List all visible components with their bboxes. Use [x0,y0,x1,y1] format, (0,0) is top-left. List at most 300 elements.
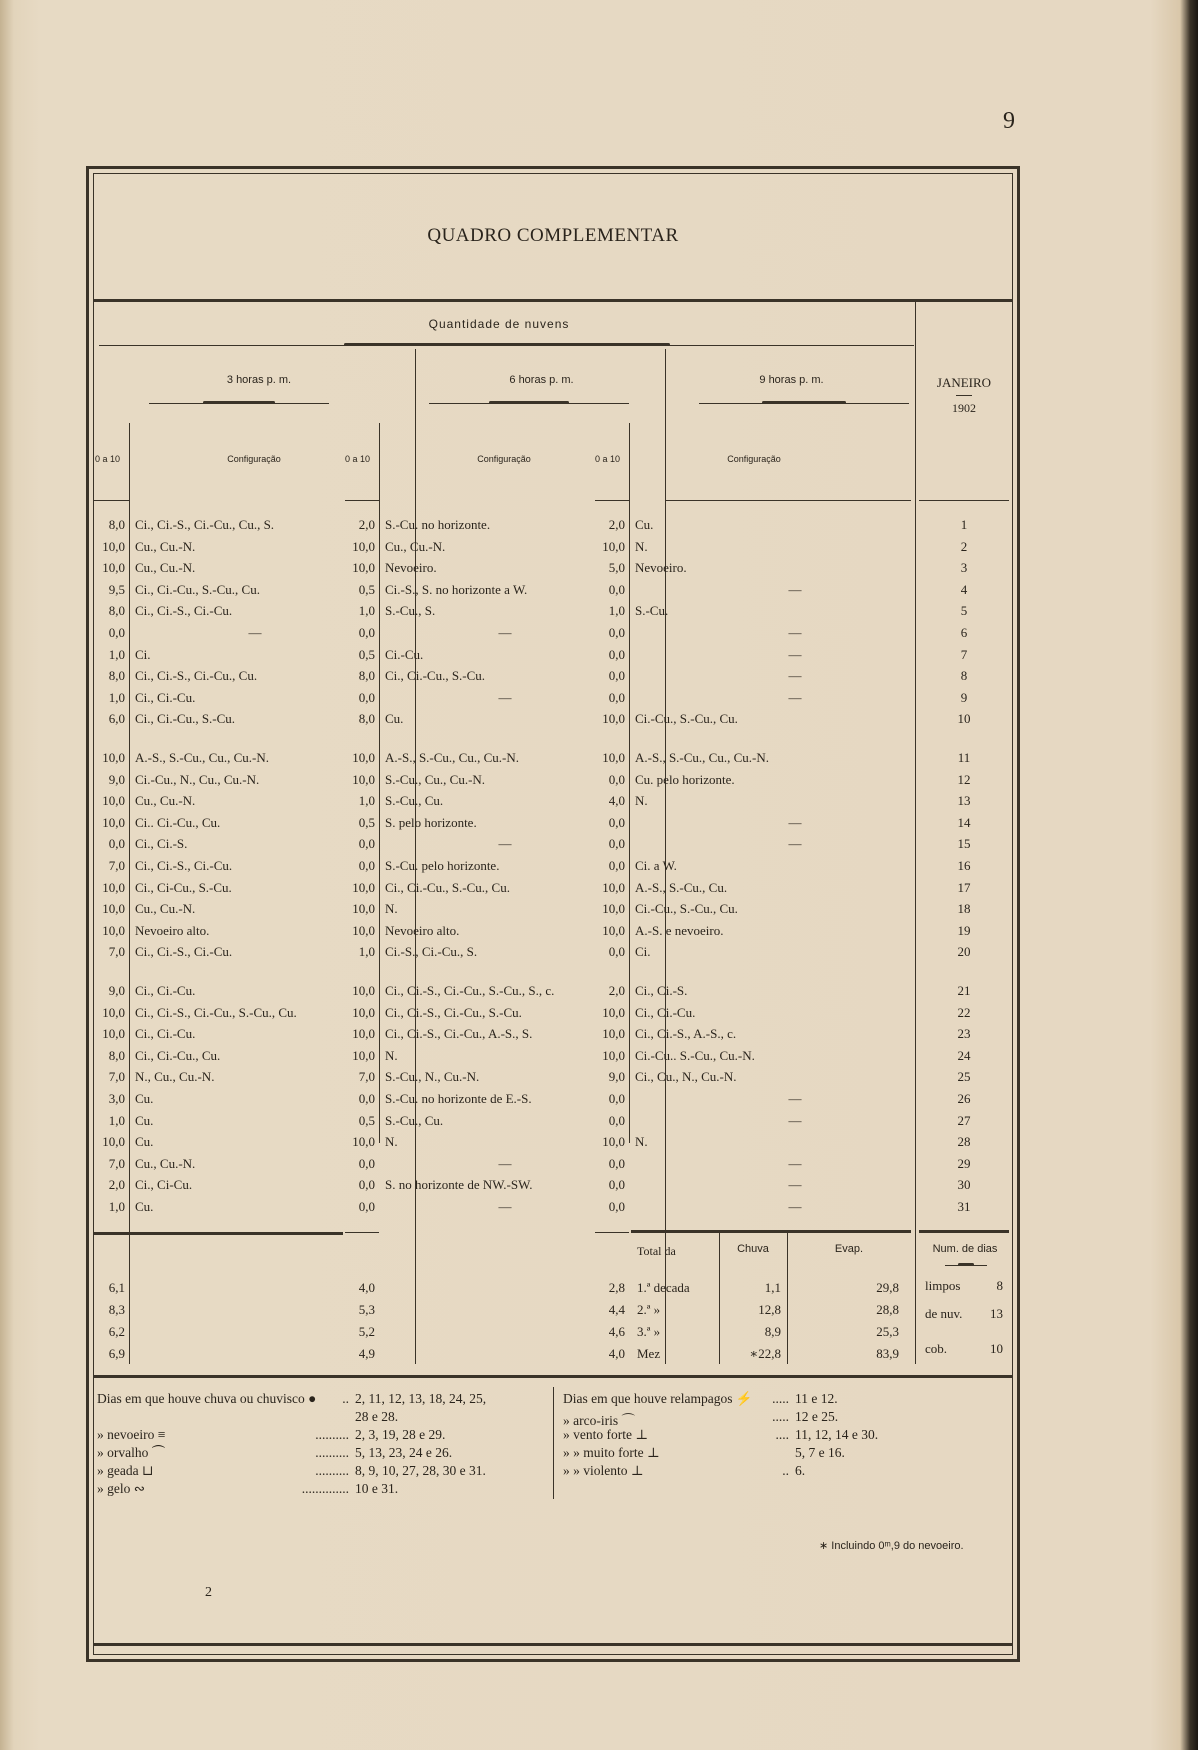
row-27-c1: Cu. [135,1112,154,1128]
summary-1-a3: 2,8 [608,1280,625,1295]
header-rule-1 [93,500,129,501]
row-11-c3: A.-S., S.-Cu., Cu., Cu.-N. [635,750,769,765]
summary-numdias-header: Num. de dias [932,1243,998,1255]
row-15-c2: — [498,836,512,852]
legend-left-label-5: » geada ⊔ [97,1463,154,1478]
col-divider-6h [665,349,666,1364]
row-6-a2: 0,0 [358,625,375,640]
row-27-d: 27 [957,1112,971,1128]
legend-left-days-1: 2, 11, 12, 13, 18, 24, 25, [355,1391,487,1406]
row-2-d: 2 [960,538,968,554]
deco-9h [699,401,909,405]
summary-rule-3 [595,1232,629,1233]
row-16-c3: Ci. a W. [635,858,677,873]
row-22-d: 22 [957,1004,971,1020]
legend-right-dots-5: .. [782,1463,789,1478]
row-5-c2: S.-Cu., S. [385,603,436,619]
summary-3-evap: 25,3 [876,1324,899,1339]
row-23-a1: 10,0 [102,1026,125,1042]
legend-left-days-2: 28 e 28. [355,1409,399,1424]
legend-left-label-6: » gelo ∾ [97,1481,146,1496]
legend-left-label-4: » orvalho ⏜ [97,1445,165,1460]
row-20-a1: 7,0 [108,944,125,960]
row-11-a3: 10,0 [602,750,625,765]
legend-right-label-3: » vento forte ⊥ [563,1427,649,1442]
page-title: QUADRO COMPLEMENTAR [427,225,679,246]
col-amount-2: 0 a 10 [345,454,371,464]
row-12-c1: Ci.-Cu., N., Cu., Cu.-N. [135,771,260,787]
row-14-c1: Ci.. Ci.-Cu., Cu. [135,814,221,830]
legend-left-dots-6: .............. [301,1481,349,1496]
row-26-c2: S.-Cu. no horizonte de E.-S. [385,1091,532,1106]
row-13-a3: 4,0 [608,793,625,809]
row-4-c3: — [788,581,802,597]
col-divider-a2 [379,423,380,1143]
row-11-c1: A.-S., S.-Cu., Cu., Cu.-N. [135,750,269,765]
numdias-nuv-label: de nuv. [925,1306,963,1321]
row-24-c2: N. [385,1047,398,1063]
summary-4-a2: 4,9 [358,1346,375,1361]
row-24-a1: 8,0 [108,1047,125,1063]
row-1-c1: Ci., Ci.-S., Ci.-Cu., Cu., S. [135,517,275,532]
row-16-d: 16 [957,858,971,873]
summary-chuva-header: Chuva [737,1243,769,1255]
row-1-c3: Cu. [635,517,654,532]
row-24-a3: 10,0 [602,1047,625,1063]
summary-4-a3: 4,0 [608,1346,625,1361]
row-24-c3: Ci.-Cu.. S.-Cu., Cu.-N. [635,1047,755,1063]
legend-right-days-2: 12 e 25. [795,1409,839,1424]
summary-rule-2 [345,1232,379,1233]
row-10-c3: Ci.-Cu., S.-Cu., Cu. [635,711,738,727]
legend-right-label-2: » arco-iris ⌒ [563,1413,635,1428]
row-19-c2: Nevoeiro alto. [385,922,460,938]
row-1-a1: 8,0 [108,517,125,532]
summary-4-evap: 83,9 [876,1346,899,1361]
row-15-c3: — [788,836,802,852]
row-12-a1: 9,0 [108,771,125,787]
signature-number: 2 [205,1585,212,1600]
row-7-a1: 1,0 [108,646,125,662]
numdias-cob-value: 10 [990,1341,1003,1356]
row-22-c3: Ci., Ci.-Cu. [635,1004,696,1020]
legend-divider [553,1387,554,1499]
row-12-c2: S.-Cu., Cu., Cu.-N. [385,771,486,787]
row-17-a2: 10,0 [352,879,375,895]
row-28-a1: 10,0 [102,1134,125,1150]
row-2-a1: 10,0 [102,538,125,554]
row-24-c1: Ci., Ci.-Cu., Cu. [135,1047,221,1063]
legend-left-dots-4: .......... [315,1445,349,1460]
row-14-a2: 0,5 [358,814,375,830]
row-23-a2: 10,0 [352,1026,375,1042]
row-8-d: 8 [960,668,968,684]
row-7-d: 7 [960,646,968,662]
header-9h: 9 horas p. m. [759,374,824,386]
legend-left-dots-5: .......... [315,1463,349,1478]
row-3-a1: 10,0 [102,560,125,576]
row-4-c1: Ci., Ci.-Cu., S.-Cu., Cu. [135,581,260,597]
row-4-a2: 0,5 [358,581,375,597]
row-31-a3: 0,0 [608,1199,625,1214]
row-9-c1: Ci., Ci.-Cu. [135,689,196,705]
summary-2-evap: 28,8 [876,1302,899,1317]
row-12-d: 12 [957,771,971,787]
row-5-a3: 1,0 [608,603,625,619]
row-30-c3: — [788,1177,802,1193]
row-6-c3: — [788,625,802,640]
row-26-c3: — [788,1091,802,1106]
col-config-2: Configuração [477,454,531,464]
row-11-a2: 10,0 [352,750,375,765]
summary-1-a2: 4,0 [358,1280,375,1295]
row-29-d: 29 [957,1155,971,1171]
row-10-d: 10 [957,711,971,727]
row-23-a3: 10,0 [602,1026,625,1042]
row-13-a2: 1,0 [358,793,375,809]
row-18-c3: Ci.-Cu., S.-Cu., Cu. [635,901,738,917]
row-29-c3: — [788,1155,802,1171]
row-5-d: 5 [960,603,968,619]
row-16-a3: 0,0 [608,858,625,873]
row-18-c2: N. [385,901,398,917]
col-config-1: Configuração [227,454,281,464]
row-30-a3: 0,0 [608,1177,625,1193]
numdias-cob-label: cob. [925,1341,948,1356]
summary-1-evap: 29,8 [876,1280,899,1295]
row-4-a1: 9,5 [108,581,125,597]
row-29-a2: 0,0 [358,1155,375,1171]
row-31-a1: 1,0 [108,1199,125,1214]
row-13-d: 13 [957,793,971,809]
row-2-a3: 10,0 [602,538,625,554]
summary-4-chuva: ∗22,8 [749,1346,781,1361]
row-6-a3: 0,0 [608,625,625,640]
row-28-a2: 10,0 [352,1134,375,1150]
row-28-c2: N. [385,1134,398,1150]
row-9-a3: 0,0 [608,689,625,705]
row-23-d: 23 [957,1026,971,1042]
row-16-a2: 0,0 [358,858,375,873]
row-21-a1: 9,0 [108,983,125,998]
month-column-divider [915,299,916,1364]
numdias-limpos-label: limpos [925,1278,961,1293]
legend-right-days-5: 6. [795,1463,806,1478]
summary-2-a1: 8,3 [108,1302,125,1317]
row-22-c1: Ci., Ci.-S., Ci.-Cu., S.-Cu., Cu. [135,1004,297,1020]
header-rule-5 [919,500,1009,501]
row-15-a2: 0,0 [358,836,375,852]
row-25-d: 25 [957,1069,971,1085]
row-8-c2: Ci., Ci.-Cu., S.-Cu. [385,668,486,684]
row-22-c2: Ci., Ci.-S., Ci.-Cu., S.-Cu. [385,1004,522,1020]
row-16-c2: S.-Cu. pelo horizonte. [385,858,500,873]
row-24-a2: 10,0 [352,1047,375,1063]
row-8-c3: — [788,668,802,684]
row-7-a2: 0,5 [358,646,375,662]
row-29-c2: — [498,1155,512,1171]
row-31-c1: Cu. [135,1199,154,1214]
row-27-a3: 0,0 [608,1112,625,1128]
row-13-c3: N. [635,793,648,809]
row-29-c1: Cu., Cu.-N. [135,1155,196,1171]
row-4-c2: Ci.-S., S. no horizonte a W. [385,581,528,597]
row-27-a2: 0,5 [358,1112,375,1128]
row-2-a2: 10,0 [352,538,375,554]
col-config-3: Configuração [727,454,781,464]
row-29-a3: 0,0 [608,1155,625,1171]
row-8-a1: 8,0 [108,668,125,684]
row-17-a1: 10,0 [102,879,125,895]
row-15-d: 15 [957,836,971,852]
row-14-c3: — [788,814,802,830]
legend-left-label-3: » nevoeiro ≡ [97,1427,166,1442]
header-3h: 3 horas p. m. [226,374,292,386]
row-29-a1: 7,0 [108,1155,125,1171]
page-number: 9 [1003,108,1015,134]
row-19-a3: 10,0 [602,922,625,938]
row-1-c2: S.-Cu. no horizonte. [385,517,491,532]
row-22-a3: 10,0 [602,1004,625,1020]
row-26-a1: 3,0 [108,1091,125,1106]
row-14-a1: 10,0 [102,814,125,830]
summary-rule-5 [919,1230,1009,1233]
row-30-a2: 0,0 [358,1177,375,1193]
row-4-a3: 0,0 [608,581,625,597]
header-6h: 6 horas p. m. [509,374,574,386]
summary-4-a1: 6,9 [108,1346,125,1361]
row-25-a3: 9,0 [608,1069,625,1085]
row-19-c3: A.-S. e nevoeiro. [635,922,724,938]
title-divider [93,299,1013,302]
legend-right-label-1: Dias em que houve relampagos ⚡ [563,1391,753,1406]
row-17-c2: Ci., Ci.-Cu., S.-Cu., Cu. [385,879,510,895]
row-5-a1: 8,0 [108,603,125,619]
bottom-rule [93,1643,1013,1646]
legend-rule [93,1375,1013,1378]
summary-2-a2: 5,3 [358,1302,375,1317]
legend-left-days-4: 5, 13, 23, 24 e 26. [355,1445,453,1460]
row-13-c2: S.-Cu., Cu. [385,793,444,809]
row-1-a2: 2,0 [358,517,375,532]
row-2-c3: N. [635,538,648,554]
row-26-c1: Cu. [135,1091,154,1106]
row-21-d: 21 [957,983,971,998]
legend-right-label-5: » » violento ⊥ [563,1463,644,1478]
row-17-d: 17 [957,879,971,895]
year-label: 1902 [952,401,976,415]
row-3-c1: Cu., Cu.-N. [135,560,196,576]
legend-left-days-3: 2, 3, 19, 28 e 29. [355,1427,446,1442]
row-14-d: 14 [957,814,971,830]
row-6-a1: 0,0 [108,625,125,640]
deco-6h [429,401,629,405]
col-amount-3: 0 a 10 [595,454,621,464]
row-3-a2: 10,0 [352,560,375,576]
row-20-d: 20 [957,944,971,960]
legend-left-dots-3: .......... [315,1427,349,1442]
row-3-c2: Nevoeiro. [385,560,437,576]
row-26-a2: 0,0 [358,1091,375,1106]
summary-rule-4 [631,1230,911,1233]
summary-1-chuva: 1,1 [764,1280,781,1295]
legend-left-label-1: Dias em que houve chuva ou chuvisco ● [97,1391,317,1406]
numdias-limpos-value: 8 [996,1278,1003,1293]
summary-2-label: 2.ª » [637,1302,661,1317]
row-20-c2: Ci.-S., Ci.-Cu., S. [385,944,478,960]
row-17-a3: 10,0 [602,879,625,895]
row-25-c1: N., Cu., Cu.-N. [135,1069,215,1085]
header-rule-4 [665,500,911,501]
row-7-c1: Ci. [135,646,151,662]
summary-evap-header: Evap. [834,1243,864,1255]
row-14-a3: 0,0 [608,814,625,830]
row-5-a2: 1,0 [358,603,375,619]
row-26-a3: 0,0 [608,1091,625,1106]
row-12-c3: Cu. pelo horizonte. [635,771,735,787]
col-divider-a1 [129,423,130,1364]
row-4-d: 4 [960,581,968,597]
row-10-c2: Cu. [385,711,404,727]
month-underline [956,395,972,396]
row-6-c2: — [498,625,512,640]
summary-2-a3: 4,4 [608,1302,625,1317]
row-22-a2: 10,0 [352,1004,375,1020]
row-3-d: 3 [960,560,968,576]
row-20-a2: 1,0 [358,944,375,960]
row-11-a1: 10,0 [102,750,125,765]
row-25-a1: 7,0 [108,1069,125,1085]
row-25-a2: 7,0 [358,1069,375,1085]
row-31-c3: — [788,1199,802,1214]
legend-right-dots-3: .... [775,1427,789,1442]
summary-total-header: Total da [637,1244,676,1258]
row-19-d: 19 [957,922,971,938]
row-18-d: 18 [957,901,971,917]
row-6-c1: — [248,625,262,640]
header-rule-2 [345,500,379,501]
row-30-c2: S. no horizonte de NW.-SW. [385,1177,533,1193]
row-28-a3: 10,0 [602,1134,625,1150]
row-3-c3: Nevoeiro. [635,560,687,576]
row-10-c1: Ci., Ci.-Cu., S.-Cu. [135,711,236,727]
row-9-c2: — [498,689,512,705]
row-18-a1: 10,0 [102,901,125,917]
legend-left-dots-1: .. [342,1391,349,1406]
row-21-c2: Ci., Ci.-S., Ci.-Cu., S.-Cu., S., c. [385,983,555,998]
row-20-a3: 0,0 [608,944,625,960]
row-14-c2: S. pelo horizonte. [385,814,477,830]
row-13-a1: 10,0 [102,793,125,809]
row-31-d: 31 [957,1199,971,1214]
row-12-a2: 10,0 [352,771,375,787]
row-8-a3: 0,0 [608,668,625,684]
row-21-a3: 2,0 [608,983,625,998]
row-1-d: 1 [960,517,968,532]
row-31-a2: 0,0 [358,1199,375,1214]
footnote: ∗ Incluindo 0ᵐ,9 do nevoeiro. [819,1540,964,1552]
row-2-c2: Cu., Cu.-N. [385,538,446,554]
row-28-d: 28 [957,1134,971,1150]
clouds-header: Quantidade de nuvens [428,317,570,331]
row-10-a2: 8,0 [358,711,375,727]
row-28-c3: N. [635,1134,648,1150]
row-21-c3: Ci., Ci.-S. [635,983,688,998]
row-18-a3: 10,0 [602,901,625,917]
legend-right-label-4: » » muito forte ⊥ [563,1445,660,1460]
row-20-c3: Ci. [635,944,651,960]
summary-4-label: Mez [637,1346,661,1361]
clouds-divider [99,343,914,347]
summary-1-a1: 6,1 [108,1280,125,1295]
row-27-c3: — [788,1112,802,1128]
header-rule-3 [595,500,629,501]
row-15-c1: Ci., Ci.-S. [135,836,188,852]
row-25-c3: Ci., Cu., N., Cu.-N. [635,1069,737,1085]
row-9-a2: 0,0 [358,689,375,705]
row-10-a3: 10,0 [602,711,625,727]
summary-3-label: 3.ª » [637,1324,661,1339]
row-21-a2: 10,0 [352,983,375,998]
row-13-c1: Cu., Cu.-N. [135,793,196,809]
col-divider-a3 [629,423,630,1143]
row-21-c1: Ci., Ci.-Cu. [135,983,196,998]
row-22-a1: 10,0 [102,1004,125,1020]
row-23-c2: Ci., Ci.-S., Ci.-Cu., A.-S., S. [385,1026,533,1042]
row-23-c1: Ci., Ci.-Cu. [135,1026,196,1042]
summary-3-a1: 6,2 [108,1324,125,1339]
row-30-c1: Ci., Ci-Cu. [135,1177,193,1193]
row-8-c1: Ci., Ci.-S., Ci.-Cu., Cu. [135,668,258,684]
row-25-c2: S.-Cu., N., Cu.-N. [385,1069,480,1085]
row-8-a2: 8,0 [358,668,375,684]
row-6-d: 6 [960,625,968,640]
row-3-a3: 5,0 [608,560,625,576]
row-31-c2: — [498,1199,512,1214]
summary-3-a3: 4,6 [608,1324,625,1339]
row-20-c1: Ci., Ci.-S., Ci.-Cu. [135,944,233,960]
row-27-c2: S.-Cu., Cu. [385,1112,444,1128]
row-11-d: 11 [957,750,971,765]
row-11-c2: A.-S., S.-Cu., Cu., Cu.-N. [385,750,519,765]
row-7-c3: — [788,646,802,662]
row-24-d: 24 [957,1047,971,1063]
summary-3-a2: 5,2 [358,1324,375,1339]
legend-left-days-6: 10 e 31. [355,1481,399,1496]
table-frame [86,166,1020,1662]
summary-rule-1 [93,1232,343,1235]
row-23-c3: Ci., Ci.-S., A.-S., c. [635,1026,737,1042]
row-15-a1: 0,0 [108,836,125,852]
row-5-c3: S.-Cu. [635,603,669,619]
row-18-a2: 10,0 [352,901,375,917]
row-19-c1: Nevoeiro alto. [135,922,210,938]
row-9-d: 9 [960,689,968,705]
row-30-a1: 2,0 [108,1177,125,1193]
legend-right-dots-1: ..... [772,1391,789,1406]
row-7-c2: Ci.-Cu. [385,646,424,662]
row-30-d: 30 [957,1177,971,1193]
row-19-a2: 10,0 [352,922,375,938]
row-16-a1: 7,0 [108,858,125,873]
summary-3-chuva: 8,9 [764,1324,781,1339]
row-19-a1: 10,0 [102,922,125,938]
legend-left-days-5: 8, 9, 10, 27, 28, 30 e 31. [355,1463,486,1478]
summary-2-chuva: 12,8 [758,1302,781,1317]
row-9-a1: 1,0 [108,689,125,705]
numdias-nuv-value: 13 [990,1306,1003,1321]
row-28-c1: Cu. [135,1134,154,1150]
